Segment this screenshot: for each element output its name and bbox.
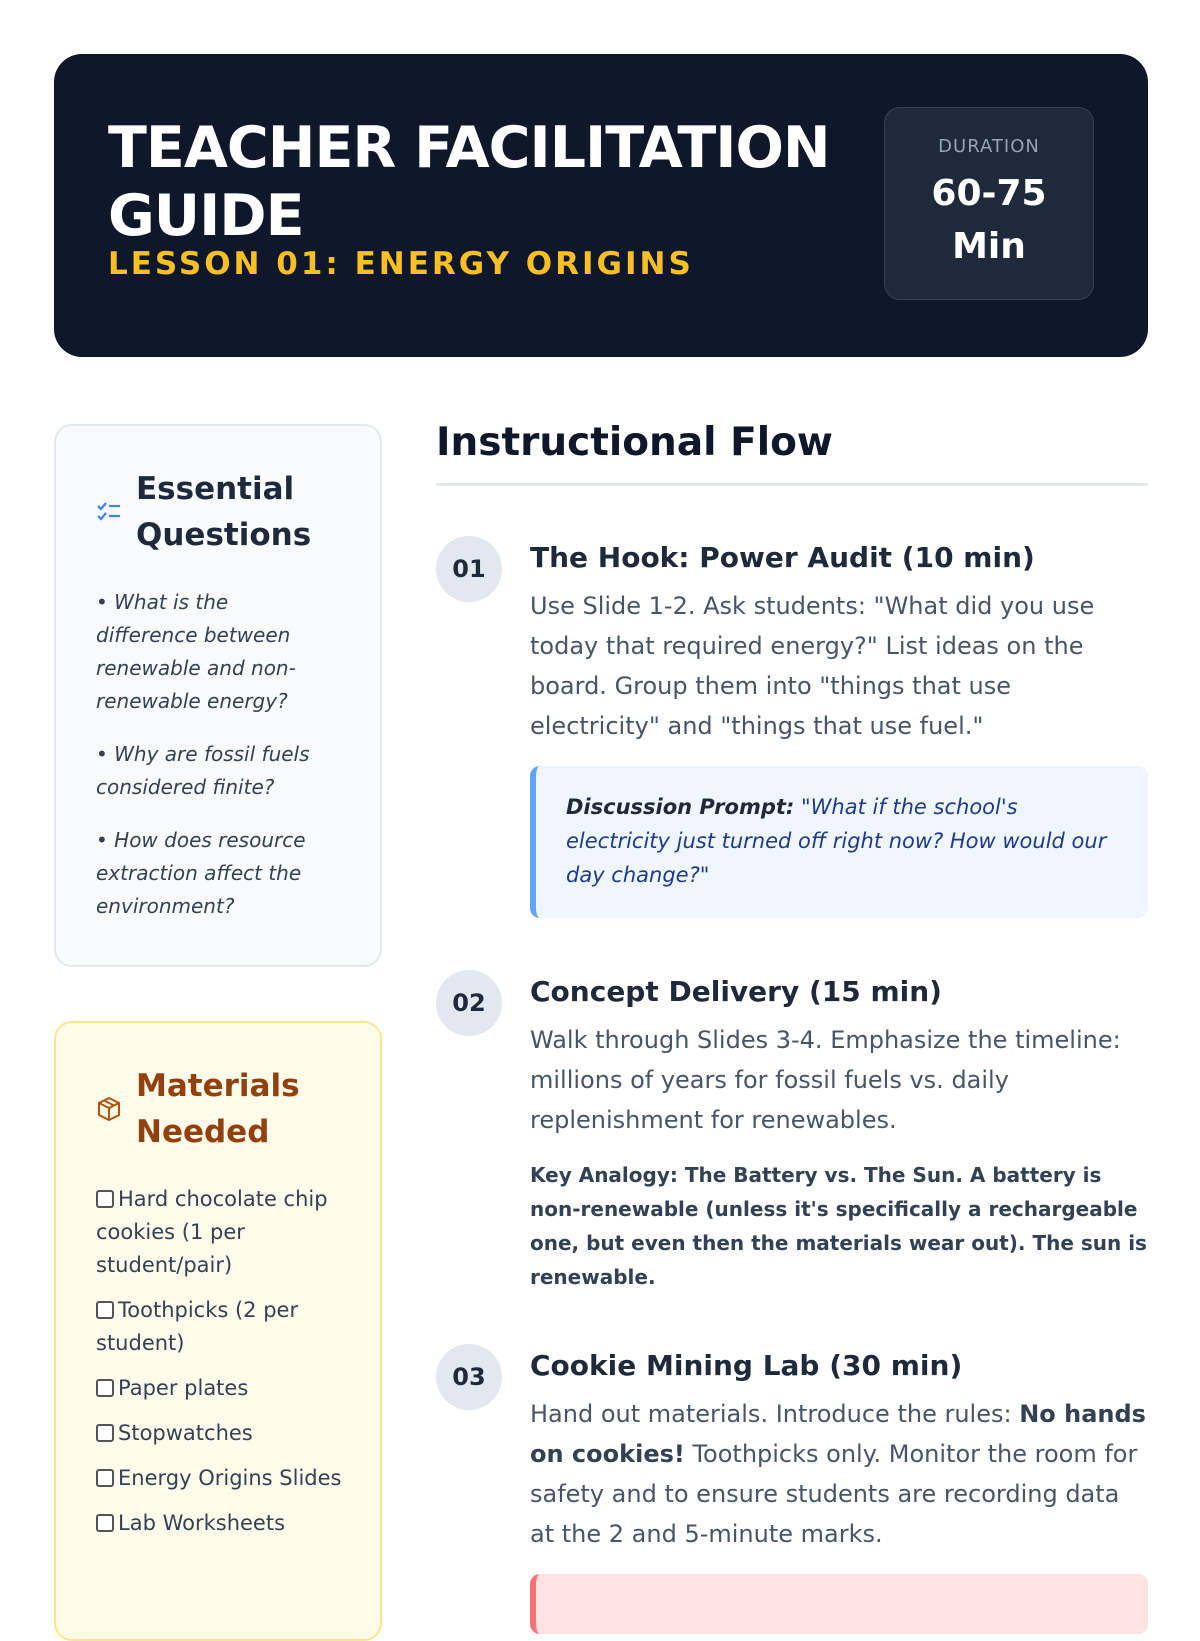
checklist-icon (96, 499, 122, 525)
material-checkbox[interactable] (96, 1379, 114, 1397)
material-label: Lab Worksheets (118, 1511, 286, 1535)
step-text (530, 1394, 1148, 1554)
duration-badge (884, 107, 1094, 300)
duration-value: 60-75 Min (931, 173, 1047, 267)
list-item (96, 1294, 366, 1360)
material-label: Paper plates (118, 1376, 249, 1400)
list-item: • What is the difference between renewable and non-renewable energy? (96, 590, 296, 713)
list-item (96, 1462, 366, 1495)
key-analogy: Key Analogy: The Battery vs. The Sun. A battery is non-renewable (unless it's specifically a rechargeable one, but even then the materials wear out). The sun is renewable. (530, 1163, 1147, 1289)
material-label: Stopwatches (118, 1421, 253, 1445)
step-text: Walk through Slides 3-4. Emphasize the timeline: millions of years for fossil fuels vs. daily replenishment for renewables. (530, 1026, 1121, 1134)
page-title: TEACHER FACILITATION GUIDE (108, 115, 830, 249)
guide-header (54, 54, 1148, 357)
card-header (96, 466, 326, 558)
list-item: • How does resource extraction affect the environment? (96, 828, 306, 918)
material-label: Energy Origins Slides (118, 1466, 342, 1490)
card-header (96, 1063, 326, 1155)
step-text: Use Slide 1-2. Ask students: "What did you use today that required energy?" List ideas on the board. Group them into "things that use electricity" and "things that use fuel." (530, 592, 1095, 740)
lesson-subtitle: LESSON 01: ENERGY ORIGINS (108, 246, 694, 282)
step-body (530, 1344, 1148, 1634)
instructional-flow (436, 420, 1148, 1548)
step-number: 03 (436, 1344, 502, 1410)
materials-checklist (96, 1183, 366, 1552)
materials-card (54, 1021, 382, 1641)
material-checkbox[interactable] (96, 1469, 114, 1487)
step-body (530, 536, 1148, 918)
question-list (96, 586, 336, 943)
list-item (96, 1183, 366, 1282)
list-item (96, 1417, 366, 1450)
material-checkbox[interactable] (96, 1424, 114, 1442)
step-title: Concept Delivery (15 min) (530, 975, 942, 1008)
step-number: 02 (436, 970, 502, 1036)
material-checkbox[interactable] (96, 1190, 114, 1208)
section-title: Instructional Flow (436, 420, 1148, 486)
material-checkbox[interactable] (96, 1514, 114, 1532)
step-text-part: Hand out materials. Introduce the rules: (530, 1400, 1020, 1428)
discussion-prompt (530, 766, 1148, 918)
prompt-text: "What if the school's electricity just turned off right now? How would our day change?" (566, 795, 1107, 887)
list-item: • Why are fossil fuels considered finite? (96, 742, 310, 799)
step-title: Cookie Mining Lab (30 min) (530, 1349, 963, 1382)
material-checkbox[interactable] (96, 1301, 114, 1319)
box-icon (96, 1096, 122, 1122)
material-label: Hard chocolate chip cookies (1 per student/pair) (96, 1187, 328, 1277)
card-title: Materials Needed (136, 1068, 300, 1150)
step-text-part: Toothpicks only. Monitor the room for safety and to ensure students are recording data at the 2 and 5-minute marks. (530, 1440, 1138, 1548)
material-label: Toothpicks (2 per student) (96, 1298, 299, 1355)
step-body (530, 970, 1148, 1294)
duration-label: DURATION (938, 136, 1040, 157)
rule-emphasis: No hands on cookies! (530, 1400, 1146, 1468)
list-item (96, 1372, 366, 1405)
essential-questions-card (54, 424, 382, 967)
card-title: Essential Questions (136, 471, 312, 553)
step-title: The Hook: Power Audit (10 min) (530, 541, 1035, 574)
step-number: 01 (436, 536, 502, 602)
prompt-label: Discussion Prompt: (566, 795, 795, 819)
safety-callout (530, 1574, 1148, 1634)
list-item (96, 1507, 366, 1540)
